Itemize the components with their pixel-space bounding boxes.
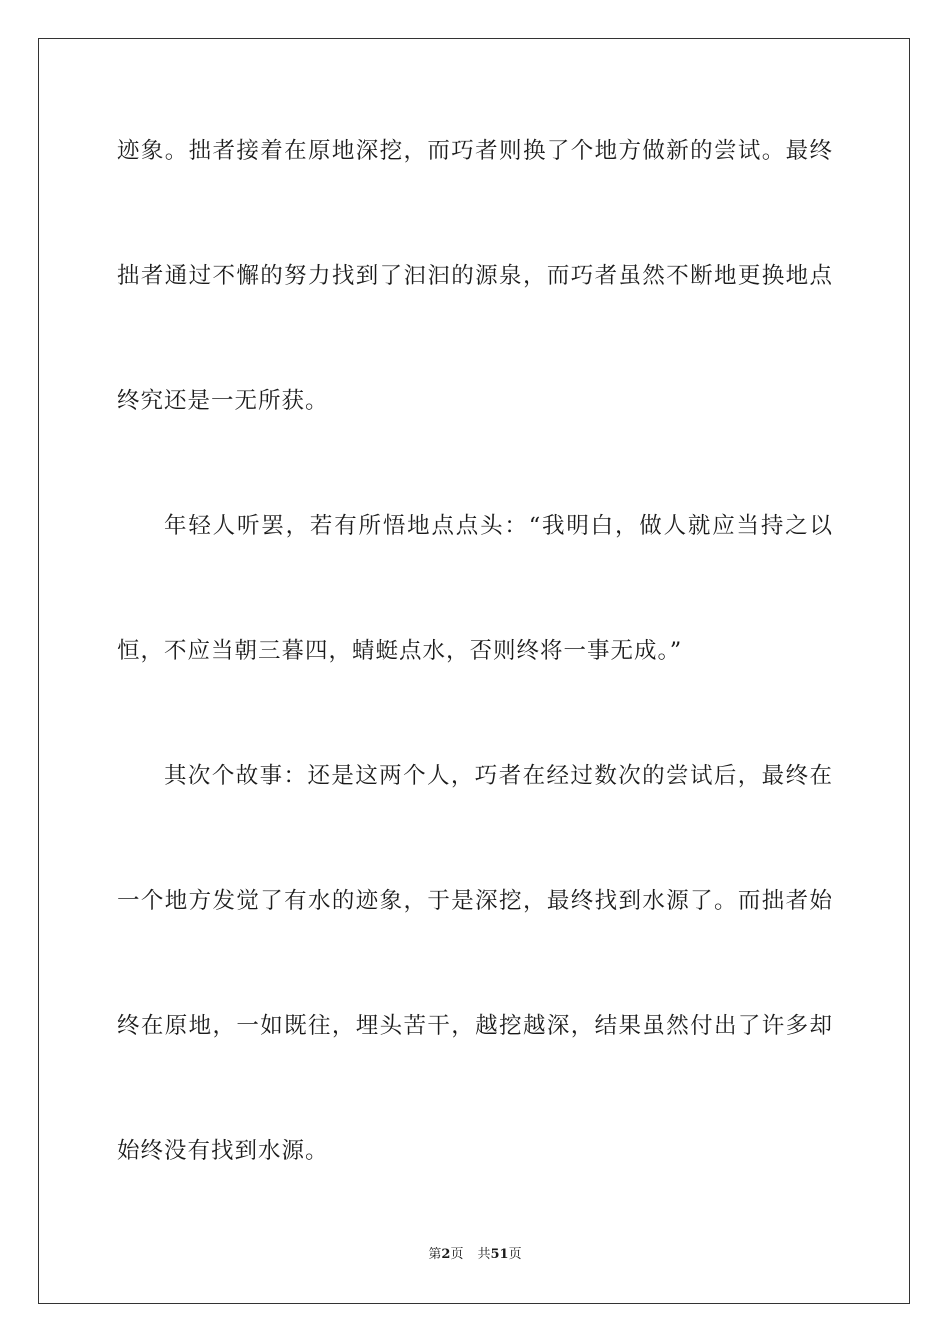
footer-total-suffix: 页 <box>508 1247 522 1262</box>
page-footer <box>0 1246 950 1264</box>
body-line-2: 拙者通过不懈的努力找到了汩汩的源泉，而巧者虽然不断地更换地点 <box>117 263 833 289</box>
body-line-5: 恒，不应当朝三暮四，蜻蜓点水，否则终将一事无成。” <box>117 638 683 664</box>
footer-total-prefix: 共 <box>477 1247 491 1262</box>
body-line-9: 始终没有找到水源。 <box>117 1138 329 1164</box>
body-line-6: 其次个故事：还是这两个人，巧者在经过数次的尝试后，最终在 <box>164 763 833 789</box>
footer-page-suffix: 页 <box>450 1247 464 1262</box>
body-line-8: 终在原地，一如既往，埋头苦干，越挖越深，结果虽然付出了许多却 <box>117 1013 833 1039</box>
body-line-7: 一个地方发觉了有水的迹象，于是深挖，最终找到水源了。而拙者始 <box>117 888 833 914</box>
body-line-3: 终究还是一无所获。 <box>117 388 329 414</box>
body-line-4: 年轻人听罢，若有所悟地点点头：“我明白，做人就应当持之以 <box>164 513 833 539</box>
footer-page-prefix: 第 <box>428 1247 442 1262</box>
footer-page-number: 2 <box>441 1247 451 1262</box>
page-border <box>38 38 910 1304</box>
body-line-1: 迹象。拙者接着在原地深挖，而巧者则换了个地方做新的尝试。最终 <box>117 138 833 164</box>
footer-total-pages: 51 <box>490 1247 509 1262</box>
